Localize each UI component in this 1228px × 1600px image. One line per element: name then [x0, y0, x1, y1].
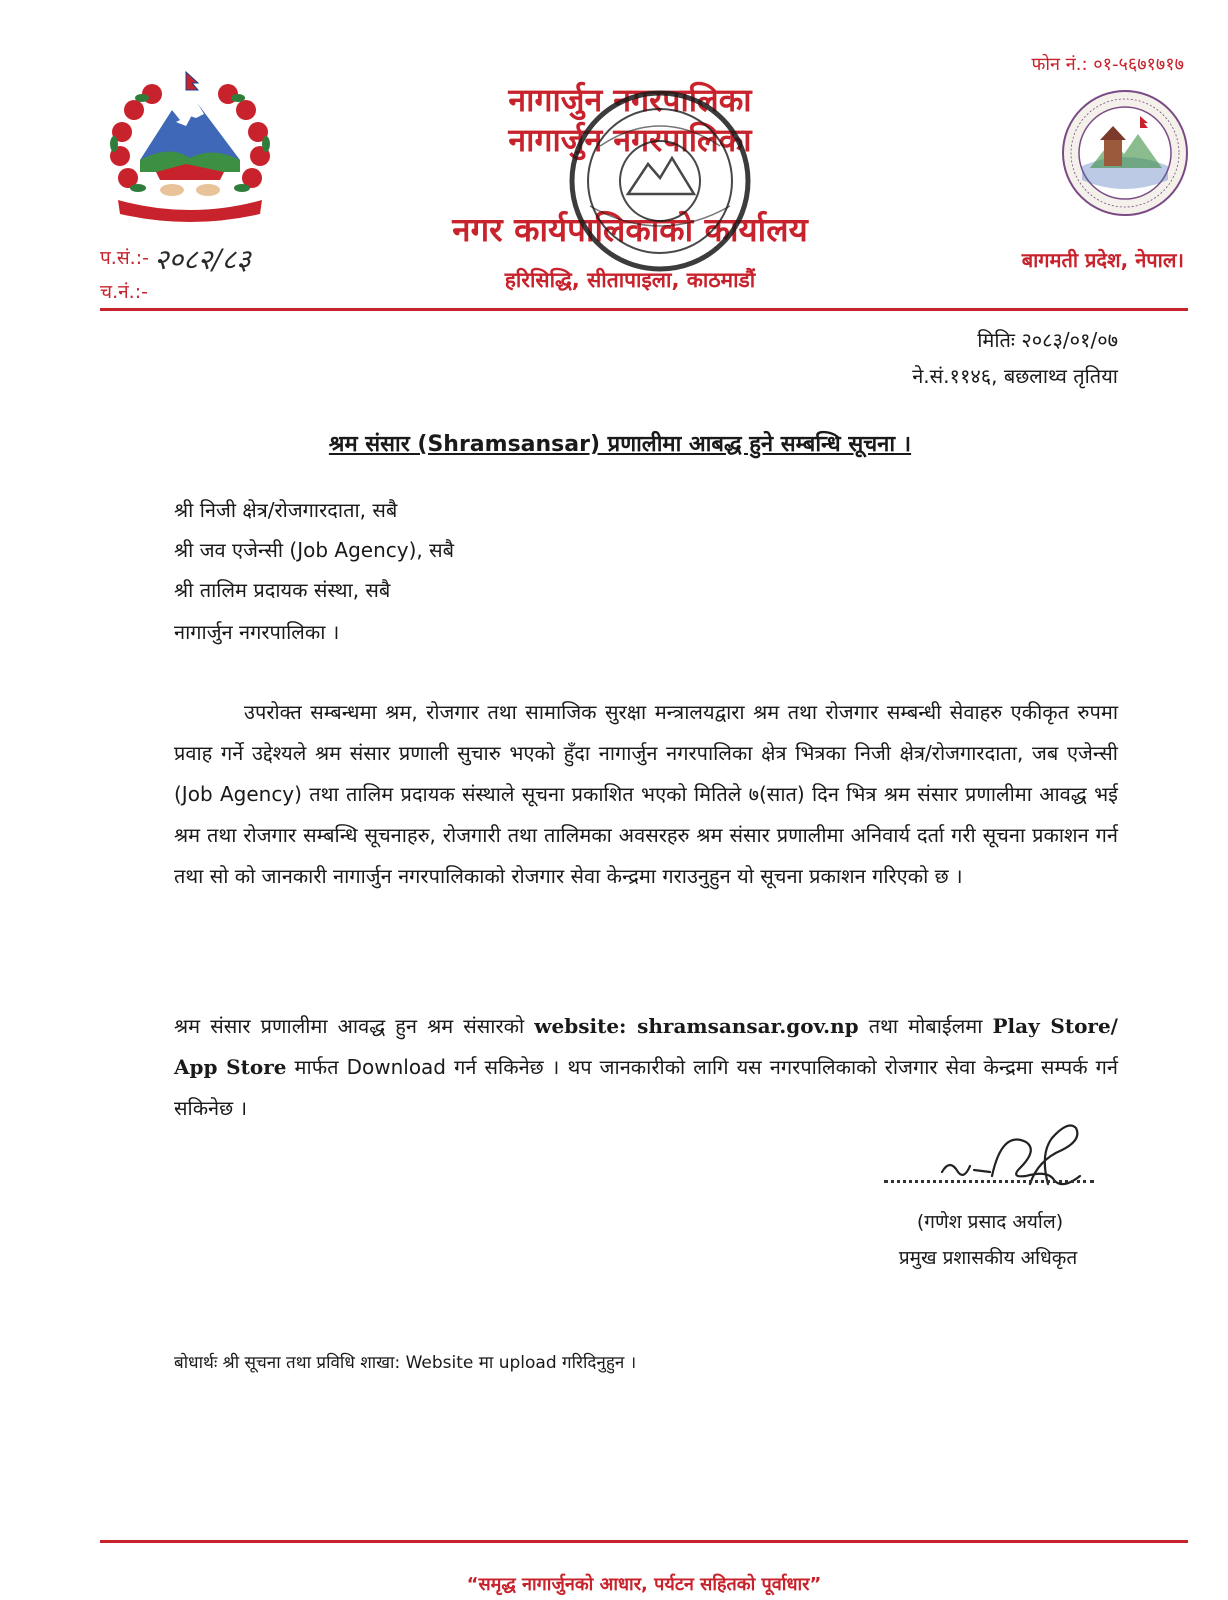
addressee-line: श्री तालिम प्रदायक संस्था, सबै: [174, 578, 391, 602]
org-office-name: नगर कार्यपालिकाको कार्यालय: [452, 210, 808, 249]
body-paragraph-2-text: श्रम संसार प्रणालीमा आवद्ध हुन श्रम संसारको: [174, 1014, 535, 1038]
dispatch-number-label: च.नं.:-: [100, 281, 148, 303]
notice-subject: श्रम संसार (Shramsansar) प्रणालीमा आबद्ध हुने सम्बन्धि सूचना ।: [328, 432, 912, 457]
handwritten-signature-icon: [930, 1120, 1100, 1200]
app-store-text: Play Store/ App Store: [174, 1014, 1118, 1079]
body-paragraph-2: [174, 1006, 1118, 1129]
org-name-line-1: नागार्जुन नगरपालिका: [508, 81, 752, 119]
addressee-line: श्री निजी क्षेत्र/रोजगारदाता, सबै: [174, 498, 398, 522]
org-address: हरिसिद्धि, सीतापाइला, काठमाडौं: [504, 268, 756, 292]
cc-note: बोधार्थः श्री सूचना तथा प्रविधि शाखा: Website मा upload गरिदिनुहुन ।: [174, 1353, 637, 1373]
addressee-line: नागार्जुन नगरपालिका ।: [174, 620, 340, 644]
ref-number-label: प.सं.:-: [100, 247, 149, 269]
municipality-office-stamp-icon: [560, 86, 760, 276]
phone-number: फोन नं.: ०१-५६७१७१७: [1031, 54, 1184, 75]
header-rule: [100, 308, 1188, 311]
date-line-bs: मितिः २०८३/०१/०७: [977, 328, 1118, 352]
ref-number-value: २०८२/८३: [154, 243, 251, 276]
signatory-name: (गणेश प्रसाद अर्याल): [916, 1211, 1064, 1233]
footer-rule: [100, 1540, 1188, 1543]
signature-line: [884, 1180, 1094, 1183]
date-line-ns: ने.सं.११४६, बछलाथ्व तृतिया: [912, 364, 1118, 388]
nepal-government-emblem-icon: [100, 68, 280, 228]
body-paragraph-2-text: मार्फत Download गर्न सकिनेछ । थप जानकारीको लागि यस नगरपालिकाको रोजगार सेवा केन्द्रमा सम्पर्क गर्न सकिनेछ ।: [174, 1055, 1118, 1120]
website-text: website: shramsansar.gov.np: [534, 1014, 859, 1038]
body-paragraph-1-text: उपरोक्त सम्बन्धमा श्रम, रोजगार तथा सामाजिक सुरक्षा मन्त्रालयद्वारा श्रम तथा रोजगार सम्बन्धी सेवाहरु एकीकृत रुपमा प्रवाह गर्ने उद्देश्यले श्रम संसार प्रणाली सुचारु भएको हुँदा नागार्जुन नगरपालिका क्षेत्र भित्रका निजी क्षेत्र/रोजगारदाता, जब एजेन्सी (Job Agency) तथा तालिम प्रदायक संस्थाले सूचना प्रकाशित भएको मितिले ७(सात) दिन भित्र श्रम संसार प्रणालीमा आवद्ध भई श्रम तथा रोजगार सम्बन्धि सूचनाहरु, रोजगारी तथा तालिमका अवसरहरु श्रम संसार प्रणालीमा अनिवार्य दर्ता गरी सूचना प्रकाशन गर्न तथा सो को जानकारी नागार्जुन नगरपालिकाको रोजगार सेवा केन्द्रमा गराउनुहुन यो सूचना प्रकाशन गरिएको छ ।: [174, 700, 1118, 888]
signatory-title: प्रमुख प्रशासकीय अधिकृत: [898, 1247, 1078, 1269]
body-paragraph-2-text: तथा मोबाईलमा: [858, 1014, 993, 1038]
footer-motto: “समृद्ध नागार्जुनको आधार, पर्यटन सहितको पूर्वाधार”: [466, 1574, 822, 1595]
nagarjun-municipality-seal-icon: [1060, 88, 1190, 218]
body-paragraph-1: [174, 692, 1118, 897]
province-label: बागमती प्रदेश, नेपाल।: [1021, 248, 1184, 272]
addressee-line: श्री जव एजेन्सी (Job Agency), सबै: [174, 538, 455, 562]
org-name-line-2: नागार्जुन नगरपालिका: [508, 121, 752, 159]
